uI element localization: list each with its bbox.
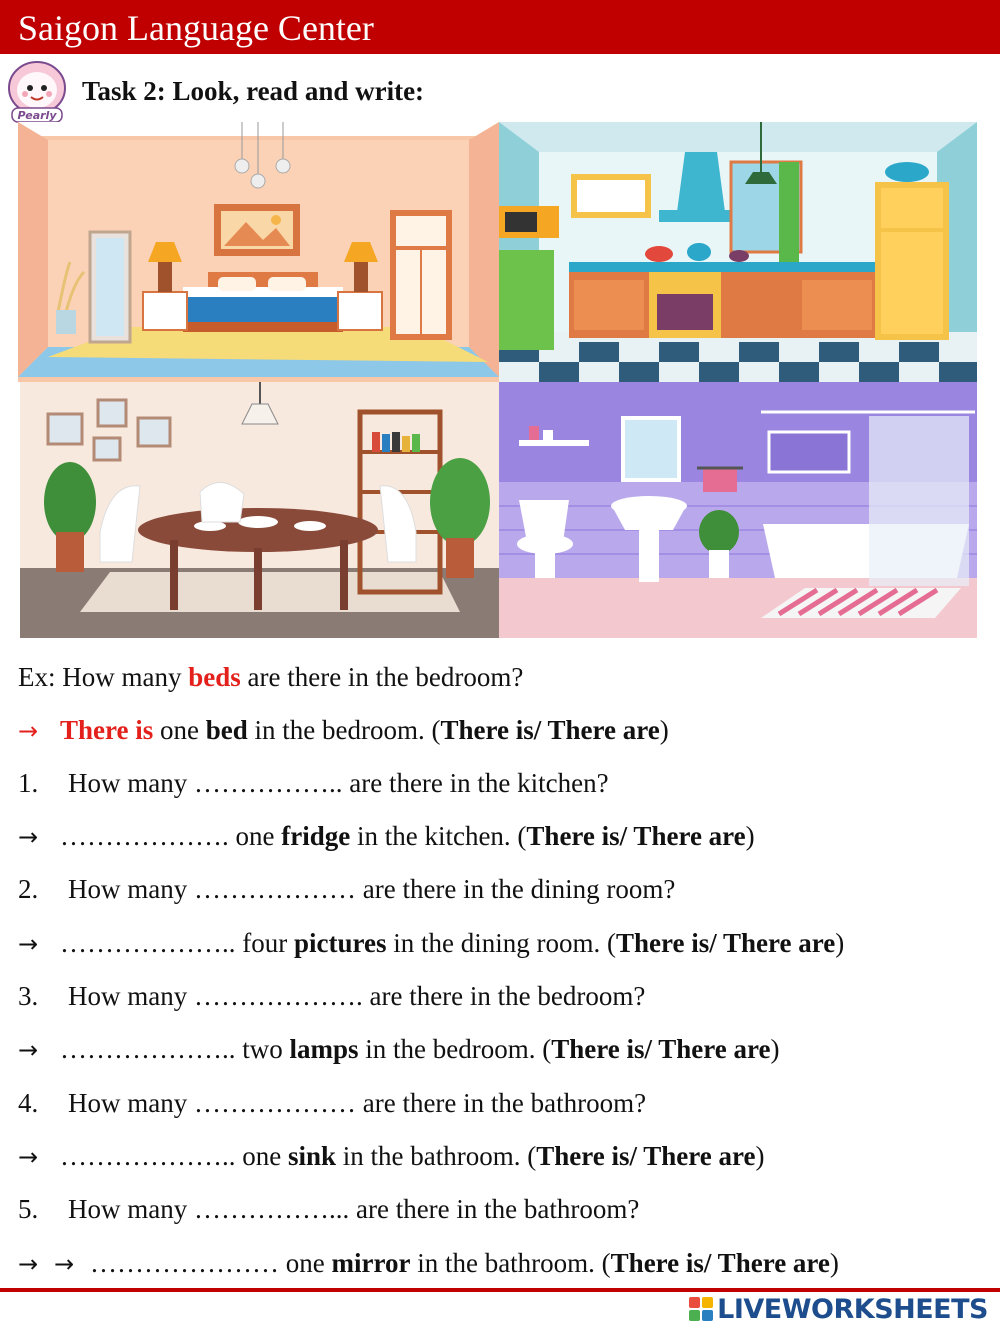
answer-blank[interactable]: ……………….. xyxy=(60,1141,243,1171)
answer-count: one xyxy=(235,821,282,851)
task-title: Task 2: Look, read and write: xyxy=(82,76,425,106)
question-start: How many xyxy=(68,874,194,904)
answer-close: ) xyxy=(745,821,755,851)
answer-place: in the kitchen. ( xyxy=(350,821,527,851)
question-start: How many xyxy=(68,1194,194,1224)
question-blank[interactable]: ……………... xyxy=(193,1194,356,1224)
question-number: 3. xyxy=(18,981,39,1011)
answer-noun: fridge xyxy=(281,821,351,851)
answer-blank[interactable]: ……………….. xyxy=(60,1034,243,1064)
example-answer-noun: bed xyxy=(205,715,248,745)
answer-5 xyxy=(18,1247,839,1280)
answer-noun: pictures xyxy=(293,928,387,958)
answer-noun: mirror xyxy=(331,1248,411,1278)
center-name: Saigon Language Center xyxy=(18,8,374,48)
question-2 xyxy=(18,873,675,905)
arrow-icon: → xyxy=(18,930,39,958)
question-3 xyxy=(18,980,645,1012)
answer-place: in the bathroom. ( xyxy=(336,1141,537,1171)
question-end: are there in the dining room? xyxy=(362,874,676,904)
question-number: 4. xyxy=(18,1088,39,1118)
answer-close: ) xyxy=(770,1034,780,1064)
arrow-icon: → xyxy=(18,1143,39,1171)
arrow-icon: → xyxy=(18,823,39,851)
answer-count: one xyxy=(285,1248,332,1278)
answer-1 xyxy=(18,820,755,853)
answer-count: four xyxy=(242,928,294,958)
question-blank[interactable]: ………………. xyxy=(193,981,370,1011)
question-number: 5. xyxy=(18,1194,39,1224)
dining-room-illustration xyxy=(20,382,499,638)
example-question-start: Ex: How many xyxy=(18,662,189,692)
answer-choice: There is/ There are xyxy=(615,928,836,958)
example-answer-count: one xyxy=(153,715,206,745)
answer-2 xyxy=(18,927,844,960)
liveworksheets-logo[interactable] xyxy=(689,1293,988,1325)
question-end: are there in the bathroom? xyxy=(355,1194,640,1224)
answer-3 xyxy=(18,1033,779,1066)
question-start: How many xyxy=(68,768,194,798)
answer-choice: There is/ There are xyxy=(610,1248,830,1278)
example-keyword: beds xyxy=(188,662,241,692)
answer-place: in the dining room. ( xyxy=(386,928,616,958)
answer-blank[interactable]: ……………….. xyxy=(60,928,243,958)
example-answer-close: ) xyxy=(659,715,669,745)
answer-blank[interactable]: ………………. xyxy=(60,821,236,851)
answer-count: two xyxy=(242,1034,290,1064)
liveworksheets-grid-icon xyxy=(689,1297,713,1321)
footer-divider xyxy=(0,1288,1000,1292)
bedroom-illustration xyxy=(18,122,499,382)
kitchen-illustration xyxy=(499,122,977,382)
bathroom-illustration xyxy=(499,382,977,638)
question-blank[interactable]: ……………… xyxy=(193,1088,363,1118)
liveworksheets-brand: LIVEWORKSHEETS xyxy=(717,1293,988,1325)
question-4 xyxy=(18,1087,646,1119)
answer-count: one xyxy=(242,1141,288,1171)
question-5 xyxy=(18,1193,639,1225)
question-end: are there in the bedroom? xyxy=(369,981,646,1011)
example-answer-choice: There is/ There are xyxy=(440,715,660,745)
answer-noun: lamps xyxy=(289,1034,359,1064)
question-number: 1. xyxy=(18,768,39,798)
answer-choice: There is/ There are xyxy=(551,1034,771,1064)
header-bar xyxy=(0,0,1000,54)
answer-choice: There is/ There are xyxy=(526,821,746,851)
answer-blank[interactable]: ………………… xyxy=(90,1248,286,1278)
answer-close: ) xyxy=(755,1141,765,1171)
question-start: How many xyxy=(68,981,194,1011)
answer-close: ) xyxy=(835,928,845,958)
arrow-icon: → xyxy=(18,1250,39,1278)
example-question-end: are there in the bedroom? xyxy=(240,662,524,692)
answer-close: ) xyxy=(829,1248,839,1278)
question-number: 2. xyxy=(18,874,39,904)
question-start: How many xyxy=(68,1088,194,1118)
example-answer xyxy=(18,714,669,747)
answer-choice: There is/ There are xyxy=(536,1141,756,1171)
arrow-icon: → xyxy=(54,1250,75,1278)
answer-place: in the bathroom. ( xyxy=(410,1248,611,1278)
question-1 xyxy=(18,767,609,799)
question-blank[interactable]: …………….. xyxy=(193,768,350,798)
arrow-icon: → xyxy=(18,1036,39,1064)
question-end: are there in the bathroom? xyxy=(362,1088,647,1118)
answer-4 xyxy=(18,1140,764,1173)
logo-caption: Pearly xyxy=(17,109,57,122)
pearly-mascot-icon xyxy=(4,60,70,124)
arrow-icon: → xyxy=(18,717,39,745)
question-end: are there in the kitchen? xyxy=(349,768,609,798)
example-answer-phrase: There is xyxy=(60,715,154,745)
example-answer-place: in the bedroom. ( xyxy=(247,715,441,745)
example-question xyxy=(18,661,523,693)
answer-noun: sink xyxy=(287,1141,337,1171)
answer-place: in the bedroom. ( xyxy=(358,1034,552,1064)
question-blank[interactable]: ……………… xyxy=(193,874,363,904)
